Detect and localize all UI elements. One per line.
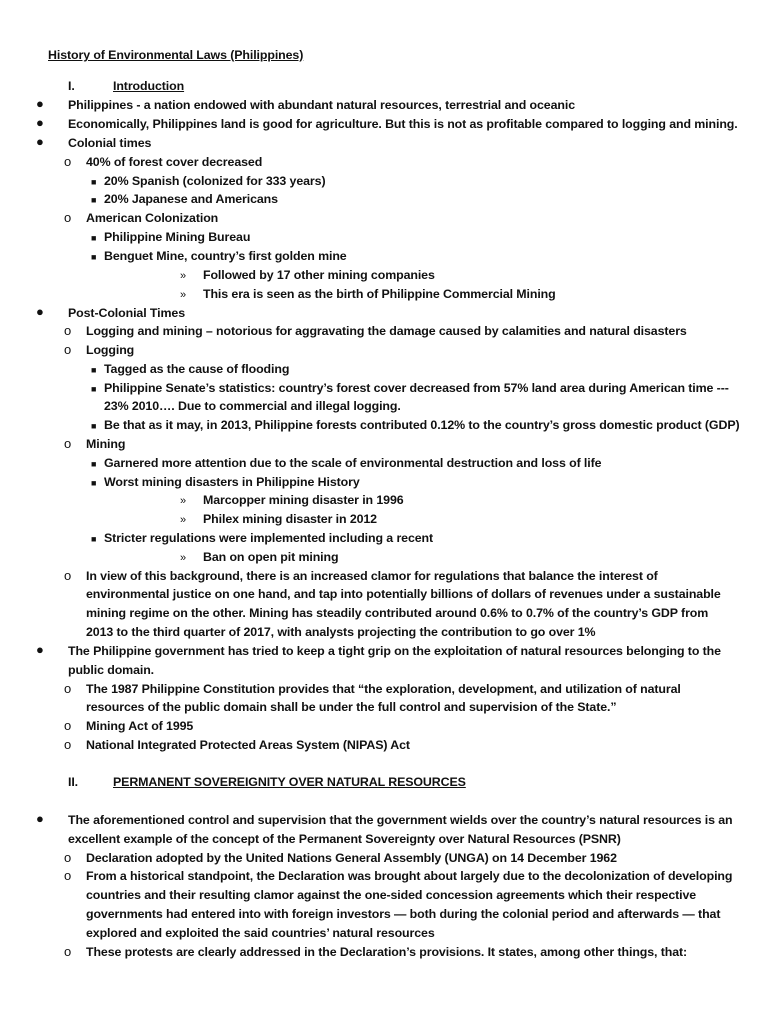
list-item-text-part: Declaration adopted by the United Nations General Assembly (UNGA) on 14 December 1962 <box>86 851 617 865</box>
list-item-text-part: Stricter regulations were implemented including a recent <box>104 531 434 545</box>
list-item-text-part: Philex mining disaster in 2012 <box>203 512 377 526</box>
list-item-text-part: 20% Japanese and Americans <box>104 192 278 206</box>
list-item-text-part: The aforementioned control and supervision that the government wields over the country’s natural resources is an <box>68 813 733 827</box>
list-item-text <box>104 191 278 207</box>
bullet-level3-icon: ■ <box>91 252 97 262</box>
list-item-text-part: Philippines - a nation endowed with abundant natural resources, terrestrial and oceanic <box>68 98 575 112</box>
list-item-text-part: Worst mining disasters in Philippine History <box>104 475 360 489</box>
list-item-text <box>104 474 360 490</box>
list-item-text <box>68 135 151 151</box>
section-title: PERMANENT SOVEREIGNITY OVER NATURAL RESOURCES <box>113 775 466 789</box>
list-item-text-part: Tagged as the cause of flooding <box>104 362 290 376</box>
list-item-text-part: The Philippine government has tried to keep a tight grip on the exploitation of natural resources belonging to the <box>68 644 721 658</box>
list-item-text-part: Mining <box>86 437 126 451</box>
bullet-level2-icon: o <box>64 323 72 338</box>
list-item-text-part: Garnered more attention due to the scale of environmental destruction and loss of life <box>104 456 602 470</box>
list-item-text <box>86 624 595 640</box>
bullet-level2-icon: o <box>64 681 72 696</box>
list-item-text <box>86 887 696 903</box>
list-item-text-part: countries and their resulting clamor against the one-sided concession agreements which their respective <box>86 888 697 902</box>
bullet-level3-icon: ■ <box>91 177 97 187</box>
list-item-text-part: 23% 2010…. Due to commercial and illegal logging. <box>104 399 401 413</box>
emphasis-text: Permanent Sovereignty over Natural Resources (PSNR) <box>298 832 621 846</box>
list-item-text <box>104 229 250 245</box>
bullet-level1-icon: ● <box>36 811 44 826</box>
list-item-text-part: Benguet Mine, country’s first golden mine <box>104 249 347 263</box>
bullet-level2-icon: o <box>64 850 72 865</box>
list-item-text-part: American Colonization <box>86 211 219 225</box>
list-item-text <box>86 699 616 715</box>
list-item-text-part: Logging <box>86 343 135 357</box>
list-item-text <box>86 944 687 960</box>
list-item-text <box>68 831 621 847</box>
bullet-level1-icon: ● <box>36 115 44 130</box>
list-item-text <box>86 737 410 753</box>
bullet-level2-icon: o <box>64 342 72 357</box>
bullet-level2-icon: o <box>64 568 72 583</box>
list-item-text <box>68 812 732 828</box>
bullet-level4-icon: » <box>180 289 187 301</box>
list-item-text <box>86 568 658 584</box>
bullet-level3-icon: ■ <box>91 534 97 544</box>
list-item-text <box>86 868 732 884</box>
bullet-level3-icon: ■ <box>91 459 97 469</box>
section-number: II. <box>68 775 79 789</box>
list-item-text-part: excellent example of the concept of the <box>68 832 299 846</box>
bullet-level2-icon: o <box>64 718 72 733</box>
bullet-level2-icon: o <box>64 154 72 169</box>
list-item-text <box>68 643 721 659</box>
bullet-level1-icon: ● <box>36 304 44 319</box>
list-item-text <box>86 210 218 226</box>
list-item-text <box>86 850 617 866</box>
list-item-text <box>104 417 740 433</box>
list-item-text-part: This era is seen as the birth of Philippine Commercial Mining <box>203 287 556 301</box>
list-item-text <box>86 605 708 621</box>
bullet-level4-icon: » <box>180 495 187 507</box>
list-item-text <box>104 361 289 377</box>
list-item-text-part: Followed by 17 other mining companies <box>203 268 435 282</box>
list-item-text-part: mining regime on the other. Mining has steadily contributed around 0.6% to 0.7% of the country’s GDP from <box>86 606 709 620</box>
list-item-text-part: 40% of forest cover decreased <box>86 155 263 169</box>
list-item-text <box>86 906 720 922</box>
section-number: I. <box>68 79 75 93</box>
list-item-text-part: Logging and mining – notorious for aggravating the damage caused by calamities and natural disasters <box>86 324 687 338</box>
bullet-level2-icon: o <box>64 436 72 451</box>
list-item-text <box>203 286 556 302</box>
list-item-text <box>86 436 125 452</box>
list-item-text <box>68 116 738 132</box>
bullet-level1-icon: ● <box>36 96 44 111</box>
bullet-level3-icon: ■ <box>91 195 97 205</box>
list-item-text <box>86 586 721 602</box>
bullet-level3-icon: ■ <box>91 365 97 375</box>
list-item-text <box>86 154 262 170</box>
bullet-level4-icon: » <box>180 270 187 282</box>
list-item-text-part: From a historical standpoint, the Declaration was brought about largely due to the decolonization of developing <box>86 869 733 883</box>
list-item-text-part: explored and exploited the said countries’ natural resources <box>86 926 435 940</box>
list-item-text <box>104 455 601 471</box>
bullet-level3-icon: ■ <box>91 478 97 488</box>
list-item-text-part: public domain. <box>68 663 155 677</box>
list-item-text-part: governments had entered into with foreign investors — both during the colonial period and afterwards — that <box>86 907 721 921</box>
list-item-text <box>203 549 338 565</box>
list-item-text-part: environmental justice on one hand, and tap into potentially billions of dollars of revenues under a sustainable <box>86 587 721 601</box>
list-item-text <box>68 305 185 321</box>
bullet-level2-icon: o <box>64 210 72 225</box>
list-item-text <box>104 398 401 414</box>
list-item-text-part: The 1987 Philippine Constitution provides that “the exploration, development, and utilization of natural <box>86 682 681 696</box>
list-item-text-part: Colonial times <box>68 136 152 150</box>
list-item-text <box>86 925 435 941</box>
list-item-text <box>203 492 404 508</box>
list-item-text-part: Philippine Senate’s statistics: country’s forest cover decreased from 57% land area during American time --- <box>104 381 729 395</box>
list-item-text-part: Economically, Philippines land is good for agriculture. But this is not as profitable compared to logging and mining. <box>68 117 738 131</box>
list-item-text <box>104 380 729 396</box>
bullet-level3-icon: ■ <box>91 421 97 431</box>
list-item-text-part: Philippine Mining Bureau <box>104 230 251 244</box>
bullet-level4-icon: » <box>180 514 187 526</box>
list-item-text <box>104 248 347 264</box>
list-item-text <box>86 323 687 339</box>
bullet-level2-icon: o <box>64 944 72 959</box>
list-item-text <box>203 511 377 527</box>
bullet-level3-icon: ■ <box>91 233 97 243</box>
list-item-text <box>104 530 433 546</box>
bullet-level1-icon: ● <box>36 642 44 657</box>
list-item-text <box>86 718 193 734</box>
bullet-level1-icon: ● <box>36 134 44 149</box>
list-item-text <box>68 97 575 113</box>
list-item-text <box>104 173 325 189</box>
list-item-text-part: National Integrated Protected Areas System (NIPAS) Act <box>86 738 410 752</box>
bullet-level4-icon: » <box>180 552 187 564</box>
list-item-text-part: Ban on open pit mining <box>203 550 339 564</box>
list-item-text-part: Post-Colonial Times <box>68 306 185 320</box>
list-item-text <box>86 681 681 697</box>
list-item-text-part: resources of the public domain shall be under the full control and supervision of the State.” <box>86 700 617 714</box>
list-item-text <box>203 267 435 283</box>
list-item-text-part: In view of this background, there is an increased clamor for regulations that balance the interest of <box>86 569 658 583</box>
list-item-text <box>86 342 134 358</box>
list-item-text-part: 2013 to the third quarter of 2017, with analysts projecting the contribution to go over 1% <box>86 625 596 639</box>
document-title: History of Environmental Laws (Philippines) <box>48 48 304 62</box>
list-item-text <box>68 662 154 678</box>
list-item-text-part: Be that as it may, in 2013, Philippine forests contributed 0.12% to the country’s gross domestic product (GDP) <box>104 418 740 432</box>
bullet-level2-icon: o <box>64 737 72 752</box>
list-item-text-part: 20% Spanish (colonized for 333 years) <box>104 174 326 188</box>
list-item-text-part: These protests are clearly addressed in the Declaration’s provisions. It states, among other things, that: <box>86 945 688 959</box>
section-title: Introduction <box>113 79 185 93</box>
bullet-level2-icon: o <box>64 868 72 883</box>
list-item-text-part: Marcopper mining disaster in 1996 <box>203 493 404 507</box>
list-item-text-part: Mining Act of 1995 <box>86 719 194 733</box>
bullet-level3-icon: ■ <box>91 384 97 394</box>
